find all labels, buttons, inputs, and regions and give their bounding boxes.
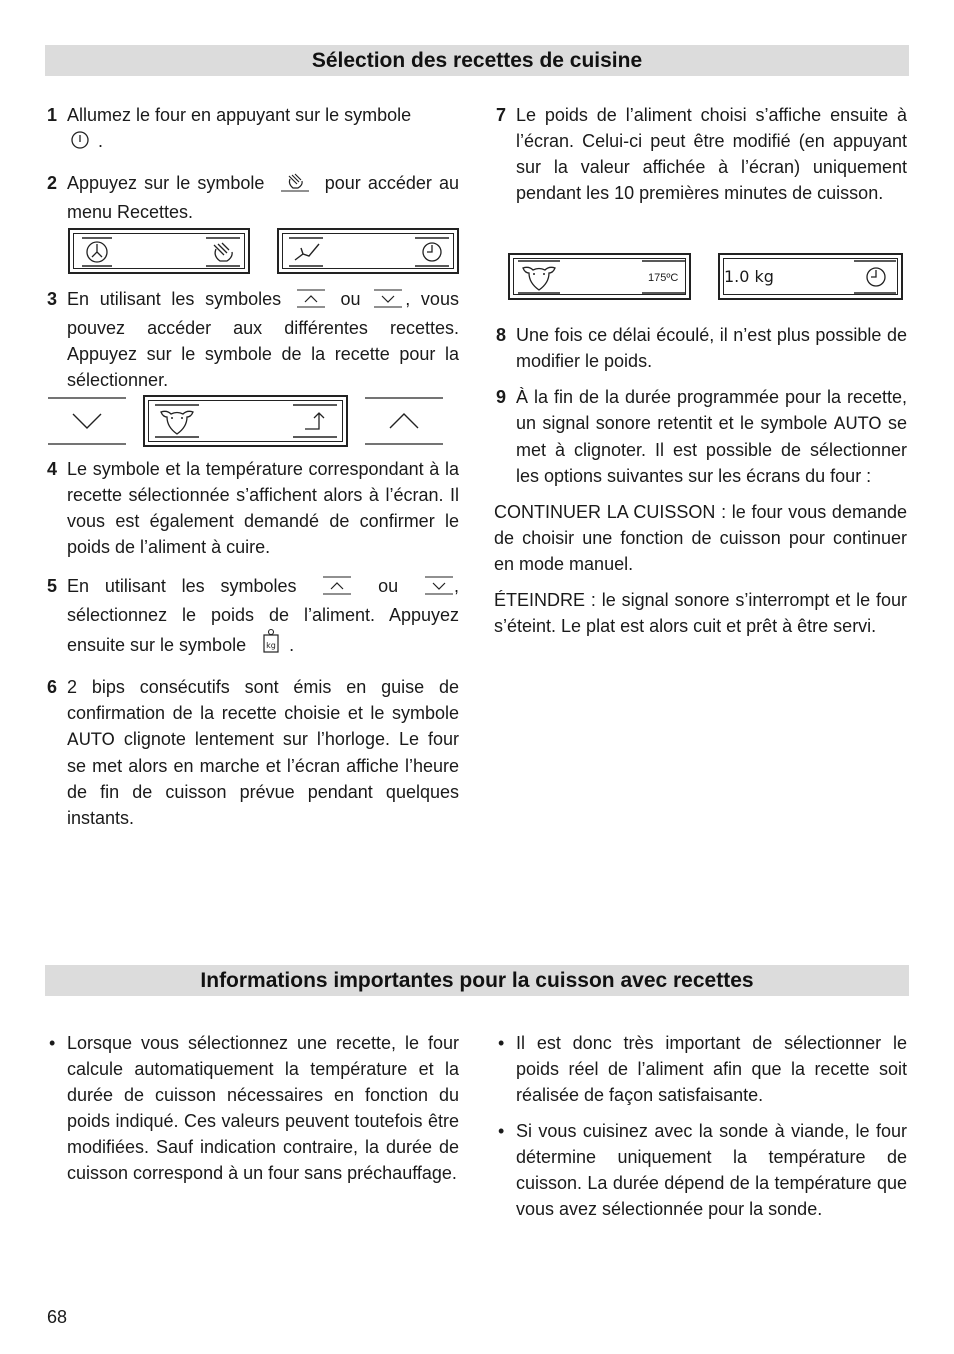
- page-number: 68: [47, 1307, 68, 1327]
- power-icon: [67, 130, 93, 157]
- info-bullet-2: [494, 1030, 907, 1108]
- info-bullet-3: [494, 1118, 907, 1222]
- chevron-down-icon: [373, 288, 403, 315]
- step-text-end: .: [289, 635, 295, 655]
- left-column-step3: [45, 286, 459, 393]
- right-column: [494, 102, 907, 206]
- step-4: [45, 456, 459, 560]
- confirm-arrow-icon[interactable]: [291, 403, 339, 439]
- step-text: 2 bips consécutifs sont émis en guise de confirmation de la recette choisie et le symbole: [67, 677, 459, 723]
- display-panel-main: [68, 228, 250, 274]
- right-column-lower: [494, 322, 907, 639]
- bullet-dot: •: [49, 1033, 56, 1053]
- chevron-up-icon: [296, 288, 326, 315]
- step-6: [45, 674, 459, 831]
- step-text: En utilisant les symboles: [67, 289, 282, 309]
- step-8: [494, 322, 907, 374]
- step-9: [494, 384, 907, 489]
- display-panel-weight: [718, 253, 903, 300]
- chevron-down-icon: [424, 575, 454, 602]
- kg-weight-icon: [261, 628, 281, 661]
- step-text-end: , vous pouvez accéder aux différentes recettes. Appuyez sur le symbole de la recette pour la sélectionner.: [67, 289, 459, 390]
- step-text-mid: , sélectionnez le poids de l’aliment. Appuyez ensuite sur le symbole: [67, 576, 459, 655]
- step-1: [45, 102, 459, 157]
- probe-icon: [287, 236, 325, 268]
- bullet-dot: •: [498, 1121, 505, 1141]
- step-text-or: ou: [340, 289, 361, 309]
- option-eteindre: ÉTEINDRE : le signal sonore s’interrompt et le four s’éteint. Le plat est alors cuit et prêt à être servi.: [494, 590, 907, 636]
- step-text-end: se met à clignoter. Il est possible de sélectionner les options suivantes sur les écrans du four :: [516, 413, 907, 486]
- section-title-recipes: Sélection des recettes de cuisine: [45, 45, 909, 76]
- chevron-down-icon[interactable]: [47, 396, 127, 446]
- step-5: [45, 573, 459, 661]
- step-text: En utilisant les symboles: [67, 576, 297, 596]
- bullet-text: Il est donc très important de sélectionner le poids réel de l’aliment afin que la recette soit réalisée de façon satisfaisante.: [516, 1033, 907, 1105]
- step-2: [45, 170, 459, 225]
- step-text: À la fin de la durée programmée pour la recette, un signal sonore retentit et le symbole: [516, 387, 907, 433]
- bullet-text: Si vous cuisinez avec la sonde à viande, le four détermine uniquement la température de cuisson. La durée dépend de la température que vous avez sélectionnée pour la sonde.: [516, 1121, 907, 1219]
- step-number: 6: [47, 677, 58, 697]
- sheep-icon: [153, 403, 201, 439]
- step-number: 4: [47, 459, 58, 479]
- auto-symbol: AUTO: [833, 414, 882, 434]
- info-left-column: [45, 1030, 459, 1186]
- info-bullet-1: [45, 1030, 459, 1186]
- bullet-text: Lorsque vous sélectionnez une recette, le four calcule automatiquement la température et la durée de cuisson nécessaires en fonction du poids indiqué. Ces valeurs peuvent toutefois être modifiées. Sauf indication contraire, la durée de cuisson correspond à un four sans préchauffage.: [67, 1033, 459, 1183]
- hand-tap-icon: [204, 236, 242, 268]
- svg-text:kg: kg: [266, 641, 276, 650]
- auto-symbol: AUTO: [67, 730, 115, 750]
- chevron-up-icon[interactable]: [364, 396, 444, 446]
- step-number: 8: [496, 325, 507, 345]
- step-text-end: clignote lentement sur l’horloge. Le four se met alors en marche et l’écran affiche l’heure de fin de cuisson prévue pendant quelques instants.: [67, 729, 459, 828]
- step-number: 1: [47, 105, 58, 125]
- step-text-or: ou: [378, 576, 399, 596]
- step-number: 7: [496, 105, 507, 125]
- step-number: 9: [496, 387, 507, 407]
- left-column-lower: [45, 456, 459, 831]
- clock-icon: [852, 259, 898, 295]
- display-panel-recipe: [143, 395, 348, 447]
- step-text-end: .: [98, 131, 104, 151]
- display-panel-probe: [277, 228, 459, 274]
- step-text-end: pour accéder au menu Recettes.: [67, 173, 459, 222]
- temperature-value: 175ºC: [648, 272, 679, 284]
- step-number: 3: [47, 289, 58, 309]
- step-text: Le poids de l’aliment choisi s’affiche ensuite à l’écran. Celui-ci peut être modifié (en appuyant sur la valeur affichée à l’écran) uniquement pendant les 10 premières minutes de cuisson.: [516, 105, 907, 203]
- left-column: [45, 102, 459, 225]
- step-number: 5: [47, 576, 58, 596]
- step-text: Appuyez sur le symbole: [67, 173, 265, 193]
- hand-tap-icon: [280, 170, 310, 199]
- step-text: Le symbole et la température correspondant à la recette sélectionnée s’affichent alors à l’écran. Il vous est également demandé de confirmer le poids de l’aliment à cuire.: [67, 459, 459, 557]
- weight-value[interactable]: 1.0 kg: [724, 267, 774, 286]
- section-title-info: Informations importantes pour la cuisson avec recettes: [45, 965, 909, 996]
- clock-icon: [413, 236, 451, 268]
- step-number: 2: [47, 173, 58, 193]
- step-3: [45, 286, 459, 393]
- chevron-up-icon: [322, 575, 352, 602]
- option-continuer: CONTINUER LA CUISSON : le four vous demande de choisir une fonction de cuisson pour continuer en mode manuel.: [494, 502, 907, 574]
- info-right-column: [494, 1030, 907, 1222]
- step-7: [494, 102, 907, 206]
- oven-function-icon: [80, 236, 114, 268]
- step-text: Allumez le four en appuyant sur le symbole: [67, 105, 412, 125]
- step-text: Une fois ce délai écoulé, il n’est plus possible de modifier le poids.: [516, 325, 907, 371]
- sheep-icon: [516, 259, 562, 295]
- bullet-dot: •: [498, 1033, 505, 1053]
- display-panel-temperature: [508, 253, 691, 300]
